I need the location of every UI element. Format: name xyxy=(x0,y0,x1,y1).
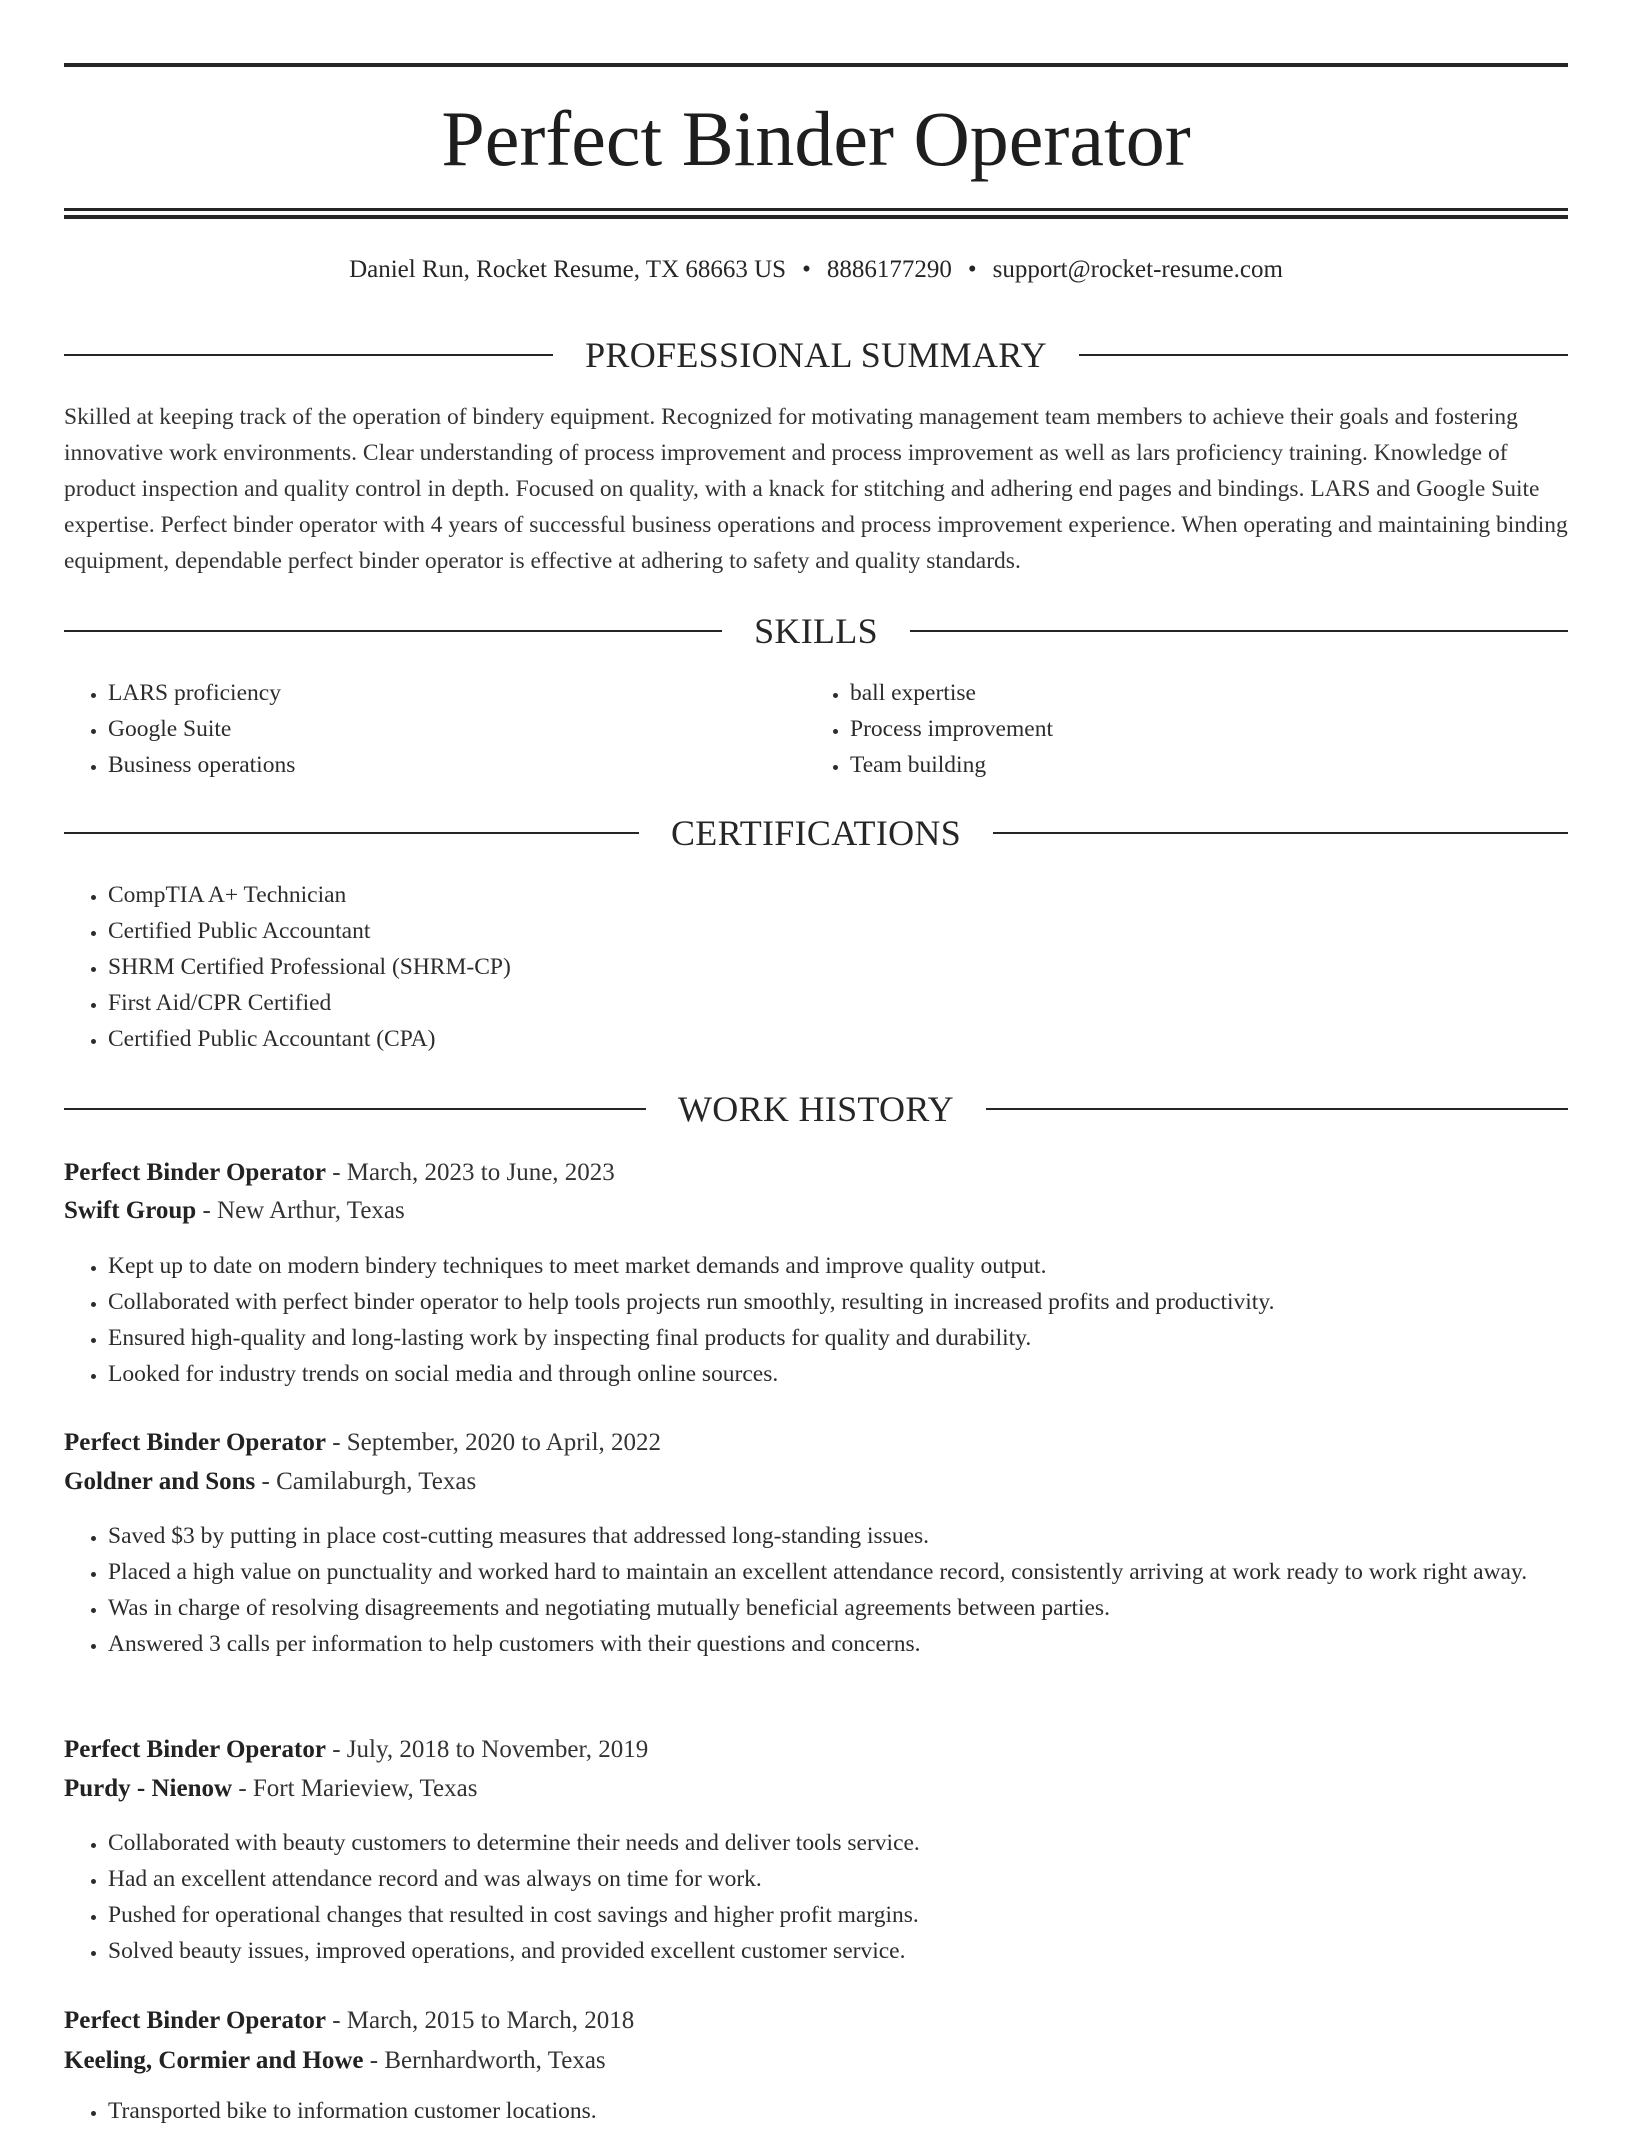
summary-text: Skilled at keeping track of the operation of bindery equipment. Recognized for motivating management team members to achieve their goals and fostering innovative work environments. Clear understanding of process improvement and process improvement as well as lars proficiency training. Knowledge of product inspection and quality control in depth. Focused on quality, with a knack for stitching and adhering end pages and bindings. LARS and Google Suite expertise. Perfect binder operator with 4 years of successful business operations and process improvement experience. When operating and maintaining binding equipment, dependable perfect binder operator is effective at adhering to safety and quality standards. xyxy=(64,404,1568,574)
certification-item: • CompTIA A+ Technician xyxy=(108,877,1612,913)
heading-rule xyxy=(910,630,1568,632)
job-bullet: • Collaborated with beauty customers to determine their needs and deliver tools service. xyxy=(108,1825,1588,1861)
skill-item: • Team building xyxy=(850,747,1590,783)
job-title-line xyxy=(64,1425,1568,1461)
contact-separator: • xyxy=(967,256,977,283)
contact-separator: • xyxy=(802,256,811,283)
heading-rule xyxy=(64,354,553,356)
job-dates: - September, 2020 to April, 2022 xyxy=(325,1429,662,1456)
job-location: - Bernhardworth, Texas xyxy=(363,2047,606,2074)
work-history-heading-label: WORK HISTORY xyxy=(678,1089,954,1129)
job-bullet: • Looked for industry trends on social media and through online sources. xyxy=(108,1356,1588,1392)
work-history-heading xyxy=(64,1087,1568,1131)
heading-rule xyxy=(986,1108,1568,1110)
job-dates: - March, 2015 to March, 2018 xyxy=(325,2007,635,2034)
job-company-line xyxy=(64,1464,1568,1500)
skills-list-right xyxy=(806,675,1590,783)
job-bullet: • Kept up to date on modern bindery techniques to meet market demands and improve quality output. xyxy=(108,1248,1588,1284)
job-title: Perfect Binder Operator xyxy=(64,1429,326,1456)
job-bullet: • Ensured high-quality and long-lasting work by inspecting final products for quality and durability. xyxy=(108,1320,1588,1356)
job-dates: - July, 2018 to November, 2019 xyxy=(325,1736,649,1763)
certifications-list xyxy=(64,877,1612,1057)
job-bullets xyxy=(64,2093,1588,2129)
title-rule-lower xyxy=(64,215,1568,219)
job-bullet: • Had an excellent attendance record and was always on time for work. xyxy=(108,1861,1588,1897)
job-title: Perfect Binder Operator xyxy=(64,1736,326,1763)
certifications-heading-label: CERTIFICATIONS xyxy=(670,813,962,853)
heading-rule xyxy=(64,832,639,834)
skills-heading-label: SKILLS xyxy=(754,611,878,651)
heading-rule xyxy=(64,630,722,632)
skills-heading xyxy=(64,609,1568,653)
job-bullet: • Transported bike to information customer locations. xyxy=(108,2093,1588,2129)
job-location: - Fort Marieview, Texas xyxy=(232,1775,478,1802)
job-title: Perfect Binder Operator xyxy=(64,1159,326,1186)
job-title-line xyxy=(64,1732,1568,1768)
job-bullet: • Solved beauty issues, improved operations, and provided excellent customer service. xyxy=(108,1933,1588,1969)
heading-rule xyxy=(64,1108,646,1110)
skill-item: • Google Suite xyxy=(108,711,848,747)
certifications-heading xyxy=(64,811,1568,855)
certification-item: • First Aid/CPR Certified xyxy=(108,985,1612,1021)
heading-rule xyxy=(1079,354,1568,356)
job-bullet: • Saved $3 by putting in place cost-cutting measures that addressed long-standing issues. xyxy=(108,1518,1588,1554)
certification-item: • Certified Public Accountant (CPA) xyxy=(108,1021,1612,1057)
job-company: Swift Group xyxy=(64,1197,197,1224)
job-bullet: • Answered 3 calls per information to help customers with their questions and concerns. xyxy=(108,1626,1588,1662)
page-title: Perfect Binder Operator xyxy=(441,95,1191,182)
skill-item: • ball expertise xyxy=(850,675,1590,711)
job-company: Purdy - Nienow xyxy=(64,1775,233,1802)
skill-item: • LARS proficiency xyxy=(108,675,848,711)
job-company: Keeling, Cormier and Howe xyxy=(64,2047,364,2074)
skills-list-left xyxy=(64,675,848,783)
job-company-line xyxy=(64,1193,1568,1229)
job-location: - Camilaburgh, Texas xyxy=(255,1468,477,1495)
job-bullet: • Pushed for operational changes that resulted in cost savings and higher profit margins. xyxy=(108,1897,1588,1933)
contact-email: support@rocket-resume.com xyxy=(992,256,1283,283)
contact-address: Daniel Run, Rocket Resume, TX 68663 US xyxy=(349,256,787,283)
job-bullet: • Placed a high value on punctuality and worked hard to maintain an excellent attendance record, consistently arriving at work ready to work right away. xyxy=(108,1554,1588,1590)
summary-heading-label: PROFESSIONAL SUMMARY xyxy=(585,335,1047,375)
contact-line xyxy=(64,253,1568,287)
title-rule-upper xyxy=(64,208,1568,211)
contact-phone: 8886177290 xyxy=(826,256,952,283)
job-title: Perfect Binder Operator xyxy=(64,2007,326,2034)
heading-rule xyxy=(993,832,1568,834)
job-location: - New Arthur, Texas xyxy=(196,1197,405,1224)
certification-item: • Certified Public Accountant xyxy=(108,913,1612,949)
top-rule xyxy=(64,63,1568,67)
job-title-line xyxy=(64,1155,1568,1191)
job-bullet: • Collaborated with perfect binder operator to help tools projects run smoothly, resulting in increased profits and productivity. xyxy=(108,1284,1588,1320)
job-bullets xyxy=(64,1518,1588,1662)
certification-item: • SHRM Certified Professional (SHRM-CP) xyxy=(108,949,1612,985)
skill-item: • Business operations xyxy=(108,747,848,783)
job-bullets xyxy=(64,1825,1588,1969)
summary-heading xyxy=(64,333,1568,377)
job-bullets xyxy=(64,1248,1588,1392)
job-company-line xyxy=(64,1771,1568,1807)
job-bullet: • Was in charge of resolving disagreements and negotiating mutually beneficial agreements between parties. xyxy=(108,1590,1588,1626)
job-company: Goldner and Sons xyxy=(64,1468,256,1495)
job-title-line xyxy=(64,2003,1568,2039)
job-dates: - March, 2023 to June, 2023 xyxy=(325,1159,615,1186)
skill-item: • Process improvement xyxy=(850,711,1590,747)
job-company-line xyxy=(64,2043,1568,2079)
